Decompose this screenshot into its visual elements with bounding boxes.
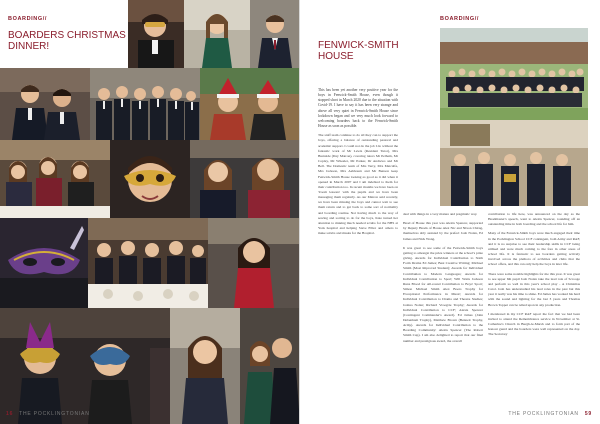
photo-masked-group xyxy=(0,308,170,424)
photo-masquerade-mask xyxy=(0,218,88,308)
right-page xyxy=(300,0,600,424)
article-paragraph: Many of the Fenwick-Smith boys were much engaged their time in the Pocklington School CCF contingent, both Army and RAF, and it is no surprise to see their leadership skills in CCF being utilised and were much coming to the fore in other areas of school life. It is fantastic to see boarders getting actively involved across the plethora of activities and clubs that the school offers, and this can only help the boys in later life. xyxy=(488,231,580,267)
left-section-label: BOARDING// xyxy=(8,16,47,22)
photo-couple xyxy=(240,308,300,424)
right-folio-text: THE POCKLINGTONIAN xyxy=(508,411,579,417)
article-column-2 xyxy=(403,212,483,348)
photo-girl-green-dress xyxy=(184,0,250,68)
left-page-title: BOARDERS CHRISTMAS DINNER! xyxy=(8,30,126,52)
photo-masquerade-portrait xyxy=(128,0,184,68)
photo-table-dinner xyxy=(88,218,208,308)
left-folio xyxy=(6,411,90,417)
photo-award-event xyxy=(440,120,588,206)
article-paragraph: Head of House this year was Alexis Spencer, supported by Deputy Heads of House Alex Nic and Nixon Chirag, themselves ably assisted by the prefect Josh Nolan, Ed James and Nick Wong. xyxy=(403,221,483,241)
photo-dining-girls xyxy=(0,140,110,218)
article-paragraph: The staff team continue to do all they can to support the boys, offering a balance of outstanding pastoral and academic support. I could not do the job I do without the fantastic work of Mr Lewis (Resident Tutor), Mrs Burnside (Day Matron), covering tutors Mr Pelham, Mr Copley, Mr Wheeler, Mr Parker, Dr Andrews and Mr Bell. The Domestic team of Mrs Terry, Mrs Metcalfe, Mrs Jackson, Mrs Ashbourn and Mr Benson keep Fenwick-Smith House looking as good as it did when it opened in March 2007 and I am indebted to them for their contribution too. In recent months we have been on 'Zoom lessons' with the pupils and we have been messaging them regularly. As our Matron said recently, we have been missing the boys and cannot wait to see them return and to get back to some sort of normality and boarding routine. Not having much to the way of sewing and sorting to do for the boys, Kate turned her attention to making much needed scrubs for the NHS at York hospital and helping Steve Elliot and others to make scrubs and masks for the Hospital. xyxy=(318,133,398,236)
photo-two-boys xyxy=(0,68,90,140)
photo-masked-face xyxy=(110,140,190,218)
left-folio-text: THE POCKLINGTONIAN xyxy=(19,411,90,417)
article-column-3 xyxy=(488,212,580,341)
article-paragraph: contribution to life here, was announced on the day as the Headmaster's speech, went to Alexis Spencer, rounding off an outstanding time in both boarding and the school life for him. xyxy=(488,212,580,227)
left-page-number: 16 xyxy=(6,411,14,417)
photo-smiling-girls xyxy=(190,140,300,218)
article-paragraph: This has been yet another very positive year for the boys in Fenwick-Smith House, even though it stopped short in March 2020 due to the situation with Covid-19. I have to say it has been very strange and above all very quiet in Fenwick-Smith House since lockdown began and we very much look forward to welcoming boarders back to the Fenwick-Smith House as soon as possible. xyxy=(318,88,398,129)
right-page-number: 59 xyxy=(584,411,592,417)
photo-red-dress xyxy=(208,218,300,308)
photo-house-group-outdoor xyxy=(440,28,588,120)
right-folio xyxy=(508,411,592,417)
right-section-label: BOARDING// xyxy=(440,16,479,22)
article-paragraph: I mentioned in my CCF RAF report the fact that we had been invited to attend the Remembrance service in November at St. Catherine's Church in Burgh-le-Marsh and to form part of the honour guard and the boarders were well represented on the day. The Secretary xyxy=(488,311,580,337)
article-column-1 xyxy=(318,88,398,240)
article-paragraph: deal with things in a very mature and pragmatic way. xyxy=(403,212,478,216)
photo-girl-portrait xyxy=(170,308,240,424)
article-paragraph: There were some notable highlights for me this year. It was great to see upper 6th pupil Josh Nolan take the lead role of Scrooge and perform so well in this year's school play - A Christmas Carol. Josh has understudied his lead roles in the past but this year it really was his time to shine. Ed James has worked his hard with the sound and lighting for the last 3 years and Thomas Brown Toppet can be relied upon in any production. xyxy=(488,271,580,307)
photo-boy-in-suit xyxy=(250,0,300,68)
photo-christmas-hats xyxy=(200,68,300,140)
article-paragraph: It was great to see some of the Fenwick-Smith boys getting to amongst the prize winners at the school's prize giving. Awards for Individual Contribution to Sixth Form Drama Ed James; Best Creative Writing; Michael Smith (Most Improved Student); Awards for Individual Contribution to Modern Languages; Awards for Individual Contribution to Sport; Will Watts Jackson Runs Blood for All-round Contribution to Boys' Sport; Simon Michael Smith Alex Boers Trophy for Exceptional Performance in Music; Awards for Individual Contribution to Drama and Theatre Studies; Joshua Nolan; Richard Vroegrie Trophy; Awards for Individual Contribution to CCF; Alexis Spencer (Contingent Commander's Award). Ed James (John Debenham Trophy), Matthew Brown (Bennett Trophy, Army). Awards for Individual Contribution to the Boarding Community: Alexis Spencer (The Robert Smith Cup). I am also delighted to report that our final number and prestigious award, the overall xyxy=(403,245,483,343)
right-page-title: FENWICK-SMITH HOUSE xyxy=(318,40,399,62)
photo-black-tie-group xyxy=(90,68,200,140)
